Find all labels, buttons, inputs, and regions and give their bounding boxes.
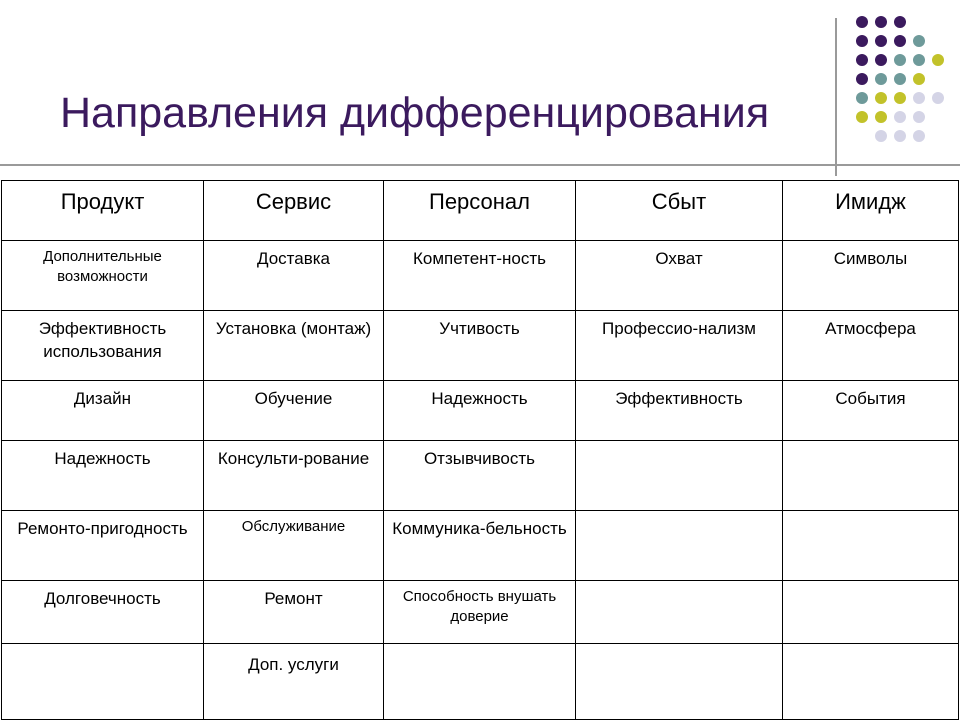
decorative-dot [894, 130, 906, 142]
table-cell [2, 644, 204, 720]
header-image: Имидж [783, 181, 959, 241]
table-row [2, 241, 959, 311]
table-cell: Доставка [204, 241, 384, 311]
decorative-dot [875, 35, 887, 47]
table-cell: Долговечность [2, 581, 204, 644]
table-row [2, 511, 959, 581]
header-distribution: Сбыт [576, 181, 783, 241]
decorative-dot [913, 92, 925, 104]
table-cell: Ремонт [204, 581, 384, 644]
table-cell: Эффективность использования [2, 311, 204, 381]
table-cell [576, 644, 783, 720]
table-cell [783, 511, 959, 581]
table-cell [576, 581, 783, 644]
table-row [2, 441, 959, 511]
table-cell: Установка (монтаж) [204, 311, 384, 381]
table-cell: Консульти-рование [204, 441, 384, 511]
table-row [2, 644, 959, 720]
table-header-row [2, 181, 959, 241]
header-product: Продукт [2, 181, 204, 241]
table-cell: Обучение [204, 381, 384, 441]
decorative-dot [875, 16, 887, 28]
table-cell: Профессио-нализм [576, 311, 783, 381]
table-cell [783, 581, 959, 644]
table-cell: Дополнительные возможности [2, 241, 204, 311]
table-cell: Коммуника-бельность [384, 511, 576, 581]
decorative-dot-grid [0, 0, 960, 170]
decorative-dot [856, 16, 868, 28]
decorative-dot [856, 111, 868, 123]
table-cell: Эффективность [576, 381, 783, 441]
decorative-dot [856, 92, 868, 104]
decorative-dot [913, 111, 925, 123]
decorative-dot [894, 16, 906, 28]
table-row [2, 581, 959, 644]
header-personnel: Персонал [384, 181, 576, 241]
decorative-dot [875, 92, 887, 104]
table-cell: Способность внушать доверие [384, 581, 576, 644]
table-row [2, 311, 959, 381]
slide-title: Направления дифференцирования [60, 89, 770, 137]
table-cell: Охват [576, 241, 783, 311]
table-cell [384, 644, 576, 720]
decorative-dot [875, 111, 887, 123]
table-cell: События [783, 381, 959, 441]
decorative-dot [894, 73, 906, 85]
table-cell: Дизайн [2, 381, 204, 441]
table-cell: Обслуживание [204, 511, 384, 581]
table-cell: Отзывчивость [384, 441, 576, 511]
decorative-dot [913, 35, 925, 47]
table-cell [576, 441, 783, 511]
decorative-dot [894, 54, 906, 66]
table-cell: Символы [783, 241, 959, 311]
decorative-dot [856, 73, 868, 85]
table-row [2, 381, 959, 441]
table-cell: Учтивость [384, 311, 576, 381]
table-cell: Надежность [384, 381, 576, 441]
table-cell: Доп. услуги [204, 644, 384, 720]
table-cell: Ремонто-пригодность [2, 511, 204, 581]
header-service: Сервис [204, 181, 384, 241]
table-cell: Надежность [2, 441, 204, 511]
table-cell: Компетент-ность [384, 241, 576, 311]
decorative-dot [932, 92, 944, 104]
decorative-dot [875, 130, 887, 142]
decorative-dot [894, 111, 906, 123]
decorative-dot [875, 73, 887, 85]
decorative-dot [875, 54, 887, 66]
table-cell [783, 441, 959, 511]
decorative-dot [894, 92, 906, 104]
decorative-dot [894, 35, 906, 47]
differentiation-table [1, 180, 959, 720]
decorative-dot [913, 54, 925, 66]
decorative-dot [932, 54, 944, 66]
decorative-dot [913, 130, 925, 142]
vertical-divider [835, 18, 837, 176]
table-cell [783, 644, 959, 720]
decorative-dot [856, 35, 868, 47]
decorative-dot [856, 54, 868, 66]
table-cell: Атмосфера [783, 311, 959, 381]
horizontal-divider [0, 164, 960, 166]
table-cell [576, 511, 783, 581]
decorative-dot [913, 73, 925, 85]
